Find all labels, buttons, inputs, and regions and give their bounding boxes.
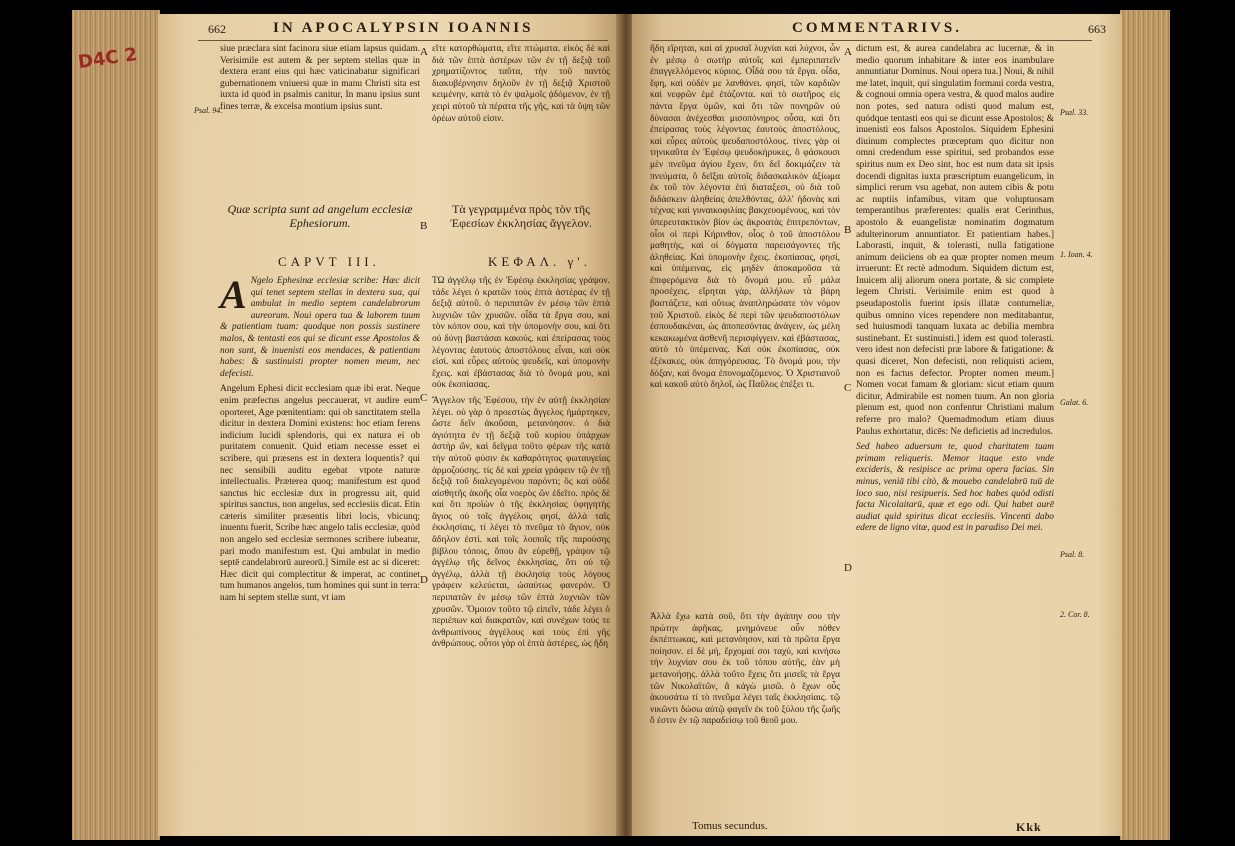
latin-chapter-title: Quæ scripta sunt ad angelum ecclesiæ Ephesiorum. [227,202,413,230]
greek-column-body [432,276,610,655]
greek-commentary: ἤδη εἴρηται, καὶ αἱ χρυσαῖ λυχνίαι καὶ λύχνοι, ὧν ἐν μέσῳ ὁ σωτὴρ αὐτοῖς καὶ ἐμπεριπατεῖν ἐπαγγελλόμενος κύριος. Οἶδά σου τὰ ἔργα. οἶδα, ἔφη, καὶ οὐδὲν με λανθάνει. φησί, τῶν καρδιῶν καὶ νεφρῶν ἐμὲ ἐτάζοντα. καὶ τὸ σωτῆρος εἰς πάντα ἔργα ὑμῶν, καὶ ὅτι τῶν πονηρῶν οὐ δύνασαι ἀνέχεσθαι μισοπόνηρος οὖσα, καὶ ὅτι ἐπείρασας τοὺς λέγοντας ἑαυτοὺς ἀποστόλους, καὶ εὗρες αὐτοὺς ψευδαποστόλους. τίνες γὰρ οἱ τηνικαῦτα ἐν Ἐφέσῳ ψευδοκήρυκες, ὃ φάσκουσι μὲν πνεῦμα ἁγίου ἔχειν, ὅτι δεῖ δοκιμάζειν τὰ πνεύματα, ὃ δεῖξαι αὐτοῖς διδασκαλικὸν ἀξίωμα ἐκ τοῦ τὸν λέγοντα ἐπὶ διαταξεσι, οὐ διὰ τοῦ διδάσκειν ἀληθείας ἀπελθόντας, ἀλλ' ἡδονὰς καὶ τέχνας καὶ γυναικοφιλίας βακχευομένους, καὶ τὸν ὑπερευτακτικὸν βίον ὡς ἀκροατὰς ἐπιτρεπόντων, οἷοι οἱ περὶ Κήρινθον, οἷος ὁ τοῦ ἀποστόλου μαθητὴς, καὶ οἱ δόγματα παρεισάγοντες τῆς ἀληθείας. Καὶ ὑπομονὴν ἔχεις. ἐκοπίασας, φησί, καὶ ὑπέμεινας, εἰς μηδὲν ἀποκαμοῦσα τὰ ἐπιφερόμενα διὰ τὸ ὄνομά μου. εὖ μάλα προσέχεις. εἴρηται γὰρ, ἀλλήλων τὰ βάρη βαστάζετε, καὶ οὕτως ἀναπληρώσατε τὸν νόμον τοῦ Χριστοῦ. εἰκὸς δὲ περὶ τῶν ψευδαποστόλων ἐσπουδακέναι, ὡς ἀποπεσόντας ἀνάγειν, ὡς μέλη κεκακωμένα ἀσθενῆ περισφίγγειν. καὶ ἐβάστασας, αὐτὸ τὸ ὑπέμεινας. Καὶ οὐκ ἐκοπίασας, οὐκ ἐξέκακες, οὐκ ἀπηγόρευσας. Τὸ ὄνομά μου, τὴν δόξαν, καὶ ὄνομα ἐπονομαζόμενος. Ὁ Χριστιανοῦ καὶ κακοῦ αὐτὸ δηλοῖ, ὡς Παῦλος ἐπέξει τι. [650,44,840,391]
margin-letter-c: C [420,392,428,404]
latin-column-top [220,44,420,118]
header-rule [652,40,1092,41]
margin-letter-b: B [420,220,428,232]
latin-column [856,44,1054,539]
margin-letter-d: D [844,562,852,574]
right-page [632,14,1122,836]
latin-caput: CAPVT III. [278,254,380,269]
left-page [158,14,620,836]
greek-commentary: Ἄγγελον τῆς Ἐφέσου, τὴν ἐν αὐτῇ ἐκκλησίαν λέγει. οὐ γὰρ ὁ προεστὼς ἄγγελος ἡμάρτηκεν, ὥστε δεῖν ἀκοῦσαι, μετανόησον. ὁ διὰ ἁγιότητα ἐν τῇ δεξιᾷ τοῦ κυρίου ὑπάρχων ἀστὴρ ὤν, καὶ δεῖγμα τοῦτο φέρων τῆς κατὰ τὴν αὐτοῦ φύσιν ἐκ καθαρότητος φωταυγείας ἁρμοζούσης. τίς δὲ καὶ χρεία γράφειν τῷ ἐν τῇ δεξιᾷ τοῦ διαλεγομένου παρόντι; ὃς καὶ οὐδὲ αἰσθητῆς ἀκοῆς οἷα νοερὸς ὢν ἐδεῖτο. πρὸς δὲ καὶ ὅτι προϊὼν ὁ τῆς ἐκκλησίας ὑφηγητὴς ἅγιος οὐ τοῖς ἀγγέλοις φησί, ἀλλὰ ταῖς ἐκκλησίαις, τί λέγει τὸ πνεῦμα τὸ ἅγιον, οὐκ ἄδηλον ἐστί. καὶ τοῖς λοιποῖς τῆς παρούσης βίβλου τόποις, ὅπου ἂν εὑρεθῇ, γράψον τῷ ἀγγέλῳ τῆς δεῖνος ἐκκλησίας, ὅτι οὐ τῷ ἀγγέλῳ, ἀλλὰ τῇ ἐκκλησίᾳ τοὺς λόγους γράφειν κελεύεται, ὡσαύτως φανερόν. Ὁ περιπατῶν ἐν μέσῳ τῶν ἑπτὰ λυχνιῶν τῶν χρυσῶν. Ὅμοιον τοῦτο τῷ εἰπεῖν, τάδε λέγει ὁ περιέπων καὶ διακρατῶν, καὶ συνέχων τούς τε ἀνθρωπίνους ἀγγέλους καὶ τοὺς ἐπὶ γῆς ἀνθρώπους. οὗτοι γὰρ οἱ ἑπτὰ ἀστέρες, ὡς ἤδη [432,395,610,650]
latin-verse: Sed habeo aduersum te, quod charitatem tuam primam reliqueris. Memor itaque esto vnde excideris, & resipisce ac prima opera facias. Sin minus, veniā tibi citò, & mouebo candelabrū tuū de loco suo, nisi resipueris. Sed hoc habes quòd odisti facta Nicolaitarū, quæ et ego odi. Qui habet aurē audiat quid spiritus dicat ecclesiis. Vincenti dabo edere de ligno vitæ, quod est in paradiso Dei mei. [856,442,1054,534]
running-head: COMMENTARIVS. [792,20,962,36]
greek-column [650,44,840,396]
margin-letter-a: A [420,46,428,58]
latin-verse [220,272,420,380]
margin-letter-a: A [844,46,852,58]
margin-note-2-cor: 2. Cor. 8. [1060,610,1090,619]
margin-letter-b: B [844,224,852,236]
margin-note-psalm: Psal. 94. [194,106,223,115]
left-page-edges [72,10,160,840]
latin-commentary: Angelum Ephesi dicit ecclesiam quæ ibi erat. Neque enim præfectus angelus peccauerat, vt audire eum oporteret, Age pœnitentiam: qui ob sanctitatem stella dicitur in dextera Domini existens: hoc etiam ferens indicium lucidi splendoris, qui ex natura ei ob puritatem conuenit. Quid etiam necesse esset ei scribere, qui præsens est in dextera loquentis? qui nec sensibili auditu egebat vtpote naturæ intellectualis. Præterea quoq; manifestum est quod sanctus hic ecclesiæ dux in progressu ait, quid spiritus sanctus, non angelus, sed ecclesiis dicat. Etin cæteris similiter præsentis libri locis, vbicunq; inuentu fuerit, Scribe hæc angelo talis ecclesiæ, quòd non angelo sed ecclesiæ sermones scribere iubeatur, pari modo manifestum est. Qui ambulat in medio septē candelabrorū aureorū.] Simile est ac si diceret: Hæc dicit qui complectitur & imperat, ac continet tum humanos angelos, tum homines qui sunt in terra: nam hi septem stellæ sunt, vt iam [220,384,420,604]
greek-paragraph: εἴτε κατορθώματα, εἴτε πτώματα. εἰκὸς δὲ καὶ διὰ τῶν ἑπτὰ ἀστέρων τῶν ἐν τῇ δεξιᾷ τοῦ χρηματίζοντος ταῦτα, τὴν τοῦ παντὸς διακυβέρνησιν δηλοῦν ἐν τῇ δεξιᾷ Χριστοῦ κειμένην, κατὰ τὸ ἐν ψαλμοῖς ᾀδόμενον, ἐν τῇ χειρὶ αὐτοῦ τὰ πέρατα τῆς γῆς, καὶ τὰ ὕψη τῶν ὀρέων αὐτοῦ εἰσιν. [432,44,610,124]
margin-note-1-ioan: 1. Ioan. 4. [1060,250,1093,259]
margin-note-psal-8: Psal. 8. [1060,550,1085,559]
greek-verse: ΤΩ ἀγγέλῳ τῆς ἐν Ἐφέσῳ ἐκκλησίας γράψον. τάδε λέγει ὁ κρατῶν τοὺς ἑπτὰ ἀστέρας ἐν τῇ δεξιᾷ αὐτοῦ. ὁ περιπατῶν ἐν μέσῳ τῶν ἑπτὰ λυχνιῶν τῶν χρυσῶν. οἶδα τὰ ἔργα σου, καὶ τὸν κόπον σου, καὶ τὴν ὑπομονήν σου, καὶ ὅτι οὐ δύνῃ βαστάσαι κακούς. καὶ ἐπείρασας τοὺς λέγοντας ἑαυτοὺς ἀποστόλους εἶναι, καὶ οὐκ εἰσί. καὶ εὗρες αὐτοὺς ψευδεῖς, καὶ ὑπομονὴν ἔχεις. καὶ ἐβάστασας διὰ τὸ ὄνομά μου, καὶ οὐκ ἐκοπίασας. [432,276,610,391]
margin-note-galat: Galat. 6. [1060,398,1089,407]
greek-verse-bottom [650,612,840,732]
running-head: IN APOCALYPSIN IOANNIS [273,20,534,36]
latin-commentary: dictum est, & aurea candelabra ac lucernæ, & in medio quorum inhabitare & inter eos inambulare annuntiatur Dominus. Noui opera tua.] Noui, & nihil me latet, inquit, qui singulatim formaui corda vestra, & cognoui omnia opera vestra, & quod malos audire non potes, sed natura odisti quod malum est, quódque tentasti eos qui se dicunt esse Apostolos; & inuenisti eos falsos Apostolos. Siquidem Ephesini diuinum complectes præceptum quo dicitur non omni credendum esse spiritui, sed probandos esse spiritus num ex Deo sint, hoc est num data sit ipsis docendi dignitas iuxta præscriptum euangelicum, in simplici rerum vsu agebat, non autem cibis & potu ac nuptiis infamibus, vitam que voluptuosam temperantibus præferentes: qualis erat Cerinthus, apostolo & euangelistæ nominatim dogmatum adulterinorum annuntiator. Et patientiam habes.] Laborasti, inquit, & tolerasti, nulla fatigatione animum deiiciens ob ea quæ propter nomen meum irruerunt: Et rectè admodum. Siquidem dictum est, Inuicem alij aliorum onera portate, & sic complete legem Christi. Verisimile enim est quod à pseudapostolis fuerint ipsis illatæ contumeliæ, quibus omnino vices rependere non meditabantur, sed huiusmodi tanquam luxata ac debilia membra sustinebant. Et sustinuisti.] idem est quod tolerasti. vero idest non defecisti præ labore & fatigatione: & quasi diceret, Non defecisti, non reliquisti aciem, non es factus defector. Propter nomen meum.] Nomen vocat famam & gloriam: sicut etiam quum dicitur, Admirabile est nomen tuum. An non gloria plenum est, quod non confentur Christiani malum referre pro malo? Quemadmodum etiam diuus Paulus exhortatur, dicēs: Ne deficietis ad incredulos. [856,44,1054,437]
margin-letter-d: D [420,574,428,586]
greek-chapter-title: Τὰ γεγραμμένα πρὸς τὸν τῆς Ἐφεσίων ἐκκλησίας ἄγγελον. [450,202,592,230]
margin-letter-c: C [844,382,852,394]
right-page-edges [1120,10,1170,840]
latin-column-body [220,272,420,609]
signature-mark: Kkk [1016,820,1042,834]
margin-note-psal-33: Psal. 33. [1060,108,1089,117]
drop-cap: A [220,272,247,317]
greek-caput: ΚΕΦΑΛ. γ'. [488,254,591,269]
page-number: 662 [208,22,226,36]
greek-verse: Ἀλλὰ ἔχω κατὰ σοῦ, ὅτι τὴν ἀγάπην σου τὴν πρώτην ἀφῆκας. μνημόνευε οὖν πόθεν ἐκπέπτωκας, καὶ μετανόησον, καὶ τὰ πρῶτα ἔργα ποίησον. εἰ δὲ μή, ἔρχομαί σοι ταχύ, καὶ κινήσω τὴν λυχνίαν σου ἐκ τοῦ τόπου αὐτῆς, ἐὰν μὴ μετανοήσῃς. ἀλλὰ τοῦτο ἔχεις ὅτι μισεῖς τὰ ἔργα τῶν Νικολαϊτῶν, ἃ κἀγὼ μισῶ. ὁ ἔχων οὖς ἀκουσάτω τί τὸ πνεῦμα λέγει ταῖς ἐκκλησίαις. τῷ νικῶντι δώσω αὐτῷ φαγεῖν ἐκ τοῦ ξύλου τῆς ζωῆς ὅ ἐστιν ἐν τῷ παραδείσῳ τοῦ θεοῦ μου. [650,612,840,727]
latin-paragraph: siue præclara sint facinora siue etiam lapsus quidam. Verisimile est autem & per septem stellas quæ in dextera erant eius qui hæc vaticinabatur significari gubernationem vniuersi quæ in manu Christi sita est iuxta id quod in psalmis canitur, In manu ipsius sunt fines terræ, & excelsa montium ipsius sunt. [220,44,420,112]
latin-verse-text: Ngelo Ephesinæ ecclesiæ scribe: Hæc dicit qui tenet septem stellas in dextera sua, qui ambulat in medio septem candelabrorum aureorum. Noui opera tua & laborem tuum & patientiam tuam: quodque non possis sustinere malos, & tentasti eos qui se dicunt esse Apostolos & non sunt, & inuenisti eos mendaces, & patientiam habes: & sustinuisti propter nomen meum, nec defecisti. [220,276,420,379]
greek-column-top [432,44,610,129]
page-number: 663 [1088,22,1106,36]
header-rule [198,40,608,41]
shelf-mark: D4C 2 [76,44,139,74]
tomus-note: Tomus secundus. [692,820,768,832]
